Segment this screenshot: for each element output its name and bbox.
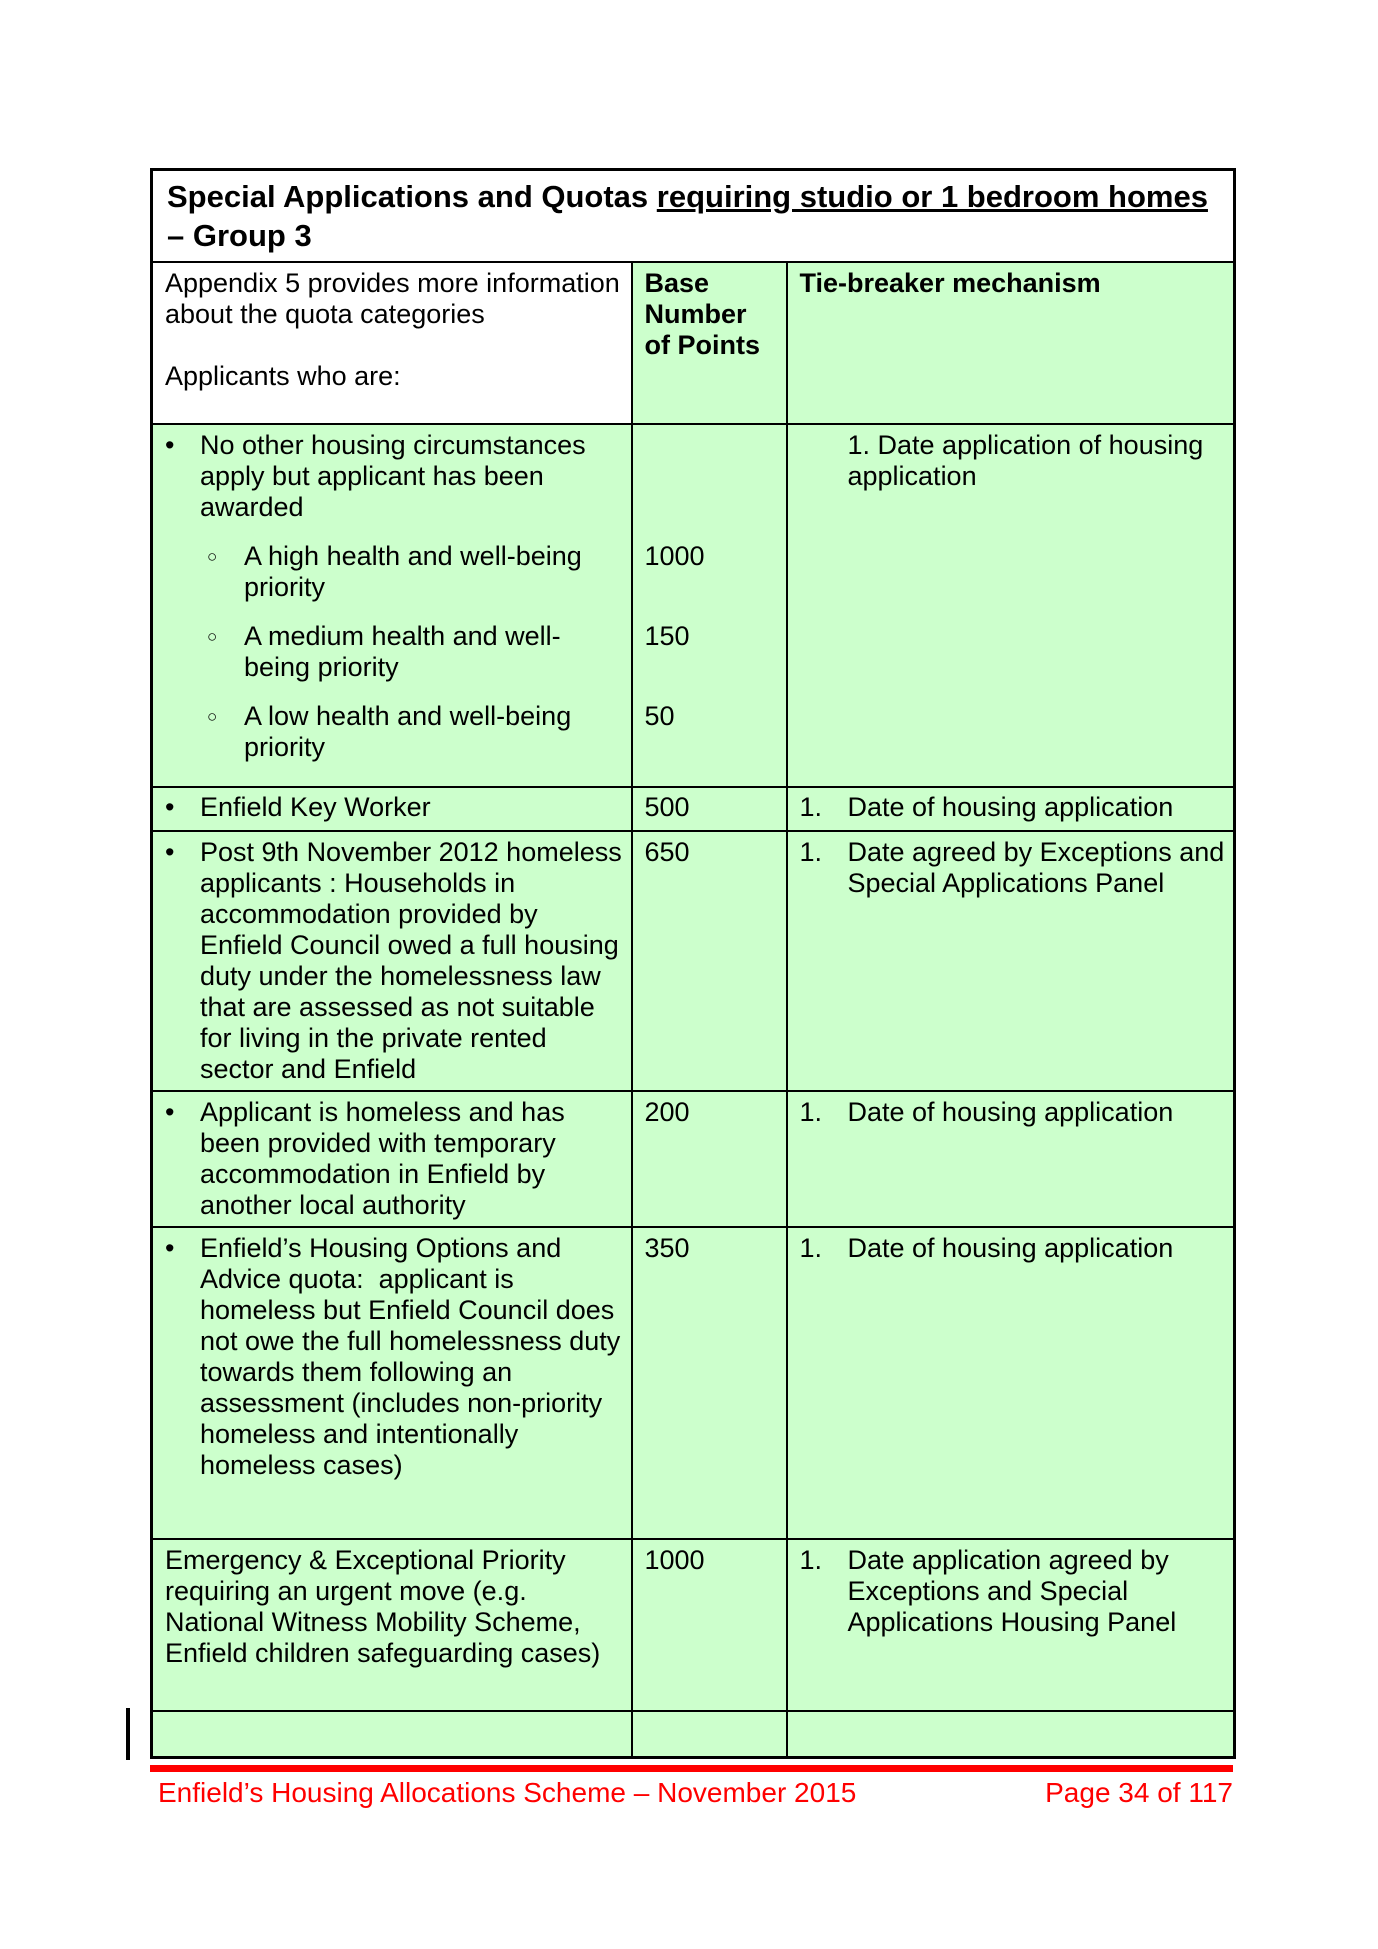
row-post9nov-points-cell: 650 (632, 831, 787, 1091)
tiebreaker-item (800, 1097, 1226, 1128)
bullet-item (165, 1097, 623, 1221)
header-appendix-note: Appendix 5 provides more information about the quota categories (165, 268, 620, 329)
bullet-item (165, 837, 623, 1085)
bullet-icon: • (165, 792, 175, 822)
tiebreaker-text: Date of housing application (847, 1097, 1174, 1127)
empty-cell (787, 1711, 1235, 1758)
row-emergency-points-cell: 1000 (632, 1539, 787, 1711)
row-health-main-text: No other housing circumstances apply but applicant has been awarded (200, 430, 586, 522)
title-text-normal: Special Applications and Quotas (167, 179, 657, 214)
row-emergency-description-cell (152, 1539, 632, 1711)
row-options-description-cell (152, 1227, 632, 1539)
points-spacer (645, 430, 778, 541)
sub-bullet-item (207, 621, 623, 683)
row-options-text: Enfield’s Housing Options and Advice quota: applicant is homeless but Enfield Council does not owe the full homelessness duty towards them following an assessment (includes non-priority homeless and intentionally homeless cases) (200, 1233, 621, 1480)
bullet-icon: • (165, 430, 175, 460)
sub-item-medium-priority: A medium health and well-being priority (244, 621, 561, 682)
sub-item-low-priority: A low health and well-being priority (244, 701, 572, 762)
row-health-description-cell (152, 424, 632, 787)
row-keyworker-description-cell (152, 787, 632, 831)
circle-bullet-icon: ○ (207, 707, 218, 726)
header-tiebreaker: Tie-breaker mechanism (787, 262, 1235, 424)
revision-change-bar (126, 1708, 130, 1760)
row-health-points-cell (632, 424, 787, 787)
sub-bullet-item (207, 701, 623, 763)
empty-cell (152, 1711, 632, 1758)
row-tempaccom-points-cell: 200 (632, 1091, 787, 1227)
title-text-underlined: requiring studio or 1 bedroom homes (656, 179, 1208, 214)
tiebreaker-text: Date agreed by Exceptions and Special Applications Panel (847, 837, 1225, 898)
circle-bullet-icon: ○ (207, 547, 218, 566)
table-title-cell (152, 170, 1235, 263)
row-tempaccom-text: Applicant is homeless and has been provided with temporary accommodation in Enfield by another local authority (200, 1097, 565, 1220)
row-tempaccom-description-cell (152, 1091, 632, 1227)
header-base-points: Base Number of Points (632, 262, 787, 424)
row-housing-options (152, 1227, 1235, 1539)
tiebreaker-number: 1. (799, 1545, 823, 1575)
empty-cell (632, 1711, 787, 1758)
bullet-item (165, 792, 623, 823)
bullet-item (165, 430, 623, 523)
row-emergency-tiebreaker-cell (787, 1539, 1235, 1711)
sub-bullet-item (207, 541, 623, 603)
row-options-tiebreaker-cell (787, 1227, 1235, 1539)
tiebreaker-item (800, 1545, 1226, 1638)
points-low: 50 (644, 701, 675, 731)
bullet-item (165, 1233, 623, 1481)
group3-quota-table (150, 168, 1236, 1759)
tiebreaker-number: 1. (799, 837, 823, 867)
bullet-icon: • (165, 1233, 175, 1263)
sub-item-high-priority: A high health and well-being priority (244, 541, 582, 602)
tiebreaker-text: Date application agreed by Exceptions and Special Applications Housing Panel (847, 1545, 1177, 1637)
page-footer (150, 1777, 1233, 1809)
tiebreaker-text: 1. Date application of housing application (847, 430, 1204, 491)
tiebreaker-item (800, 792, 1226, 823)
row-emergency-priority (152, 1539, 1235, 1711)
row-post-9nov-homeless (152, 831, 1235, 1091)
row-emergency-text: Emergency & Exceptional Priority requiring an urgent move (e.g. National Witness Mobility Scheme, Enfield children safeguarding cases) (165, 1545, 601, 1668)
row-keyworker-tiebreaker-cell (787, 787, 1235, 831)
row-health-tiebreaker-cell (787, 424, 1235, 787)
row-keyworker-points-cell: 500 (632, 787, 787, 831)
row-empty (152, 1711, 1235, 1758)
tiebreaker-item (800, 837, 1226, 899)
row-keyworker (152, 787, 1235, 831)
footer-rule (150, 1765, 1233, 1772)
row-tempaccom-tiebreaker-cell (787, 1091, 1235, 1227)
bullet-icon: • (165, 837, 175, 867)
row-post9nov-tiebreaker-cell (787, 831, 1235, 1091)
footer-page-number: Page 34 of 117 (1045, 1777, 1233, 1808)
tiebreaker-number: 1. (799, 1097, 823, 1127)
tiebreaker-number: 1. (799, 792, 823, 822)
header-applicants-label: Applicants who are: (165, 361, 401, 391)
header-appendix-cell (152, 262, 632, 424)
quota-table-document (150, 168, 1240, 1809)
table-title-line2: – Group 3 (167, 218, 312, 253)
circle-bullet-icon: ○ (207, 627, 218, 646)
row-options-points-cell: 350 (632, 1227, 787, 1539)
points-medium: 150 (644, 621, 690, 651)
table-title-row (152, 170, 1235, 263)
table-title-line1 (167, 177, 1225, 216)
tiebreaker-number: 1. (799, 1233, 823, 1263)
table-header-row (152, 262, 1235, 424)
bullet-icon: • (165, 1097, 175, 1127)
row-health-wellbeing (152, 424, 1235, 787)
points-high: 1000 (644, 541, 705, 571)
tiebreaker-item (800, 1233, 1226, 1264)
row-temp-accommodation (152, 1091, 1235, 1227)
row-post9nov-text: Post 9th November 2012 homeless applicants : Households in accommodation provided by Enfield Council owed a full housing duty under the homelessness law that are assessed as not suitable for living in the private rented sector and Enfield (200, 837, 622, 1084)
row-post9nov-description-cell (152, 831, 632, 1091)
tiebreaker-text: Date of housing application (847, 792, 1174, 822)
row-keyworker-text: Enfield Key Worker (200, 792, 431, 822)
tiebreaker-text: Date of housing application (847, 1233, 1174, 1263)
footer-document-title: Enfield’s Housing Allocations Scheme – November 2015 (158, 1777, 857, 1808)
header-spacer (165, 330, 623, 361)
